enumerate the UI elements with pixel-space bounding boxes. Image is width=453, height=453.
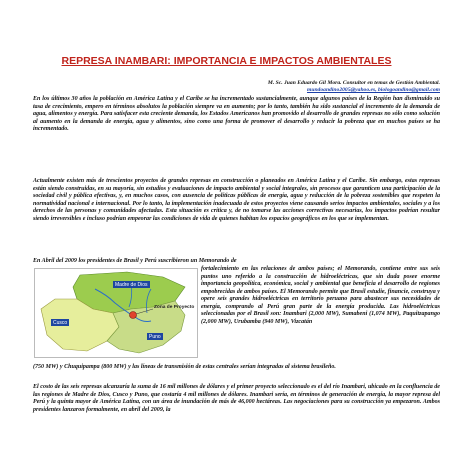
paragraph-intro: En los últimos 30 años la población en América Latina y el Caribe se ha incrementado sustancialmente, aunque algunos países de la Región han disminuido su tasa de crecimiento, empero en términos absolutos la población siempre va en aumento; por lo tanto, también ha sido sustancial el incremento de la demanda de agua, alimentos y energía. Para satisfacer esta creciente demanda, los Estados Americanos han promovido el desarrollo de grandes represas no sólo como solución al aumento en la demanda de energía, agua y alimentos, sino como una forma de promover el desarrollo y reducir la pobreza que en muchos países se ha incrementado. [33, 96, 440, 133]
project-zone-label: Zona de Proyecto [154, 305, 195, 310]
paragraph-memorandum-end: (750 MW) y Chuquipampa (800 MW) y las líneas de transmisión de estas centrales serían integradas al sistema brasileño. [33, 364, 336, 370]
region-label-cusco: Cusco [53, 319, 68, 326]
paragraph-memorandum-start: En Abril del 2009 los presidentes de Brasil y Perú suscribieron un Memorando de [33, 258, 237, 264]
project-zone-marker [130, 312, 137, 319]
author-block [146, 80, 440, 94]
region-label-madre-de-dios: Madre de Dios [115, 281, 148, 288]
paragraph-memorandum-body: fortalecimiento en las relaciones de ambos países; el Memorando, contiene entre sus seis puntos uno referido a la construcción de hidroeléctricas, que sin duda posee enorme importancia geopolítica, económica, social y ambiental que beneficia el desarrollo de regiones empobrecidas de ambos países. El Memorando permite que Brasil estudie, financie, construya y opere seis grandes hidroeléctricas en territorio peruano para abastecer sus necesidades de energía, comprando al Perú gran parte de la energía producida. Las hidroeléctricas seleccionadas por el Brasil son: Inambari (2,000 MW), Sumabeni (1,074 MW), Paquitzapango (2,000 MW), Urubamba (940 MW), Vizcatán [201, 266, 440, 325]
paragraph-cost-inambari: El costo de las seis represas alcanzaría la suma de 16 mil millones de dólares y el primer proyecto seleccionado es el del río Inambari, ubicado en la confluencia de las regiones de Madre de Dios, Cusco y Puno, que costaría 4 mil millones de dólares. Inambari sería, en términos de generación de energía, la mayor represa del Perú y la quinta mayor de América Latina, con un área de inundación de más de 46,000 hectáreas. Las negociaciones para su construcción ya empezaron. Ambos presidentes lanzaron formalmente, en abril del 2009, la [33, 384, 440, 413]
author-name-line: M. Sc. Juan Eduardo Gil Mora. Consultor en temas de Gestión Ambiental. [267, 80, 440, 86]
paragraph-dams-latin-america: Actualmente existen más de trescientos proyectos de grandes represas en construcción o planeados en América Latina y el Caribe. Sin embargo, estas represas están siendo construidas, en su mayoría, sin estudios y evaluaciones de impacto ambiental y social integrales, sin procesos que garanticen una participación de la sociedad civil y pública efectivas, y, en muchos casos, con ausencia de políticas públicas de energía, agua y reducción de la pobreza sostenibles que respeten la normatividad nacional e internacional. Por lo tanto, la implementación inadecuada de estos proyectos viene causando serios impactos ambientales, sociales y a los derechos de las personas y comunidades afectadas. Esta situación es crítica y, de no tomarse las acciones correctivas necesarias, los impactos podrían resultar siendo irreversibles e incluso podrían empeorar las condiciones de vida de quienes habitan los espacios geográficos en los que se implementan. [33, 178, 440, 222]
document-title: REPRESA INAMBARI: IMPORTANCIA E IMPACTOS AMBIENTALES [61, 55, 392, 67]
project-location-map [34, 268, 198, 358]
region-label-puno: Puno [149, 333, 161, 340]
author-email-links[interactable]: mundoandino2005@yahoo.es, biologoandino@gmail.com [306, 87, 440, 93]
